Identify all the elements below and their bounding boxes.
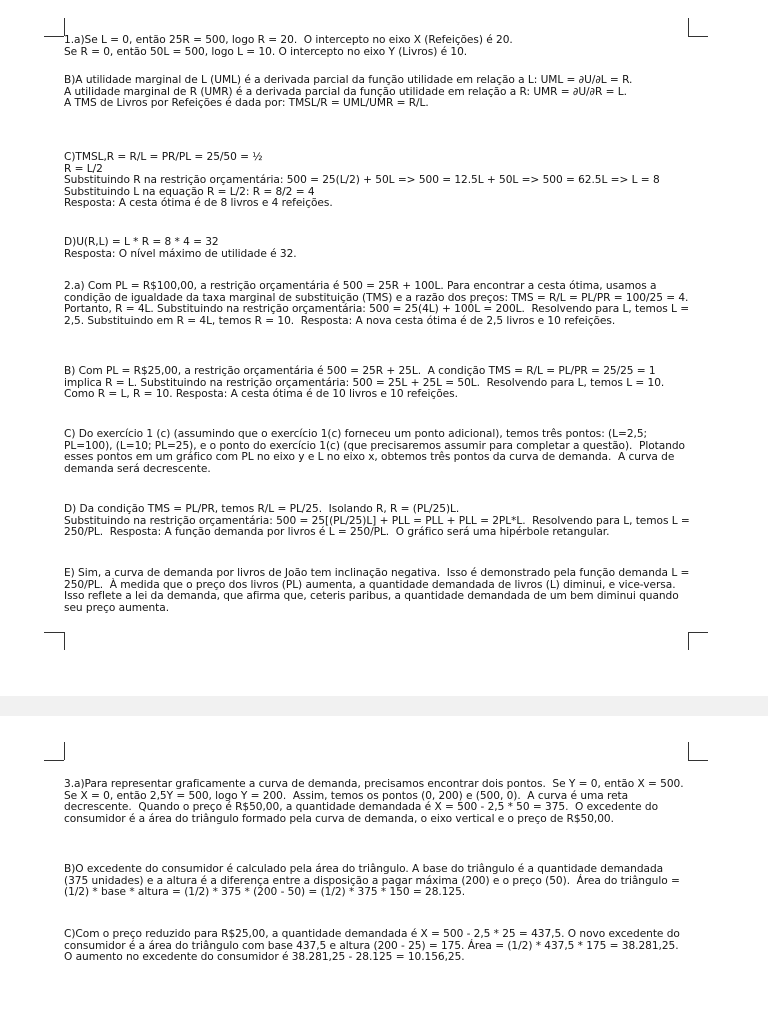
crop-mark-top-left xyxy=(44,760,64,761)
crop-mark-top-right xyxy=(688,18,689,36)
crop-mark-top-left xyxy=(64,742,65,760)
answer-1c: C)TMSL,R = R/L = PR/PL = 25/50 = ½ R = L/2 Substituindo R na restrição orçamentária: 500 = 25(L/2) + 50L => 500 = 12.5L + 50L => 500 = 62.5L => L = 8 Substituindo L na equação R = L/2: R = 8/2 = 4 Resposta: A cesta ótima é de 8 livros e 4 refeições. xyxy=(64,151,660,210)
answer-2b: B) Com PL = R$25,00, a restrição orçamentária é 500 = 25R + 25L. A condição TMS = R/L = PL/PR = 25/25 = 1 implica R = L. Substituindo na restrição orçamentária: 500 = 25L + 25L = 50L. Resolvendo para L, temos L = 10. Como R = L, R = 10. Resposta: A cesta ótima é de 10 livros e 10 refeições. xyxy=(64,365,671,401)
crop-mark-top-right xyxy=(688,742,689,760)
crop-mark-top-right xyxy=(688,36,708,37)
crop-mark-bottom-right xyxy=(688,632,689,650)
crop-mark-top-left xyxy=(44,36,64,37)
answer-3b: B)O excedente do consumidor é calculado pela área do triângulo. A base do triângulo é a quantidade demandada (375 unidades) e a altura é a diferença entre a disposição a pagar máxima (200) e o preço (50). Área do triângulo = (1/2) * base * altura = (1/2) * 375 * (200 - 50) = (1/2) * 375 * 150 = 28.125. xyxy=(64,863,684,899)
answer-3a: 3.a)Para representar graficamente a curva de demanda, precisamos encontrar dois pontos. Se Y = 0, então X = 500. Se X = 0, então 2,5Y = 500, logo Y = 200. Assim, temos os pontos (0, 200) e (500, 0). A curva é uma reta decrescente. Quando o preço é R$50,00, a quantidade demandada é X = 500 - 2,5 * 50 = 375. O excedente do consumidor é a área do triângulo formado pela curva de demanda, o eixo vertical e o preço de R$50,00. xyxy=(64,778,687,825)
answer-2d: D) Da condição TMS = PL/PR, temos R/L = PL/25. Isolando R, R = (PL/25)L. Substituindo na restrição orçamentária: 500 = 25[(PL/25)L] + PLL = PLL + PLL = 2PL*L. Resolvendo para L, temos L = 250/PL. Resposta: A função demanda por livros é L = 250/PL. O gráfico será uma hipérbole retangular. xyxy=(64,503,690,539)
crop-mark-bottom-right xyxy=(688,632,708,633)
answer-2c: C) Do exercício 1 (c) (assumindo que o exercício 1(c) forneceu um ponto adicional), temos três pontos: (L=2,5; PL=100), (L=10; PL=25), e o ponto do exercício 1(c) (que precisaremos assumir para completar a questão). Plotando esses pontos em um gráfico com PL no eixo y e L no eixo x, obtemos três pontos da curva de demanda. A curva de demanda será decrescente. xyxy=(64,428,689,475)
crop-mark-bottom-left xyxy=(44,632,64,633)
answer-1b: B)A utilidade marginal de L (UML) é a derivada parcial da função utilidade em relação a L: UML = ∂U/∂L = R. A utilidade marginal de R (UMR) é a derivada parcial da função utilidade em relação a R: UMR = ∂U/∂R = L. A TMS de Livros por Refeições é dada por: TMSL/R = UML/UMR = R/L. xyxy=(64,74,633,110)
answer-2a: 2.a) Com PL = R$100,00, a restrição orçamentária é 500 = 25R + 100L. Para encontrar a cesta ótima, usamos a condição de igualdade da taxa marginal de substituição (TMS) e a razão dos preços: TMS = R/L = PL/PR = 100/25 = 4. Portanto, R = 4L. Substituindo na restrição orçamentária: 500 = 25(4L) + 100L = 200L. Resolvendo para L, temos L = 2,5. Substituindo em R = 4L, temos R = 10. Resposta: A nova cesta ótima é de 2,5 livros e 10 refeições. xyxy=(64,280,696,327)
document-page-2 xyxy=(0,716,768,1024)
answer-1d: D)U(R,L) = L * R = 8 * 4 = 32 Resposta: O nível máximo de utilidade é 32. xyxy=(64,236,297,260)
crop-mark-top-right xyxy=(688,760,708,761)
crop-mark-bottom-left xyxy=(64,632,65,650)
answer-3c: C)Com o preço reduzido para R$25,00, a quantidade demandada é X = 500 - 2,5 * 25 = 437,5. O novo excedente do consumidor é a área do triângulo com base 437,5 e altura (200 - 25) = 175. Área = (1/2) * 437,5 * 175 = 38.281,25. O aumento no excedente do consumidor é 38.281,25 - 28.125 = 10.156,25. xyxy=(64,928,684,964)
answer-1a: 1.a)Se L = 0, então 25R = 500, logo R = 20. O intercepto no eixo X (Refeições) é 20. Se R = 0, então 50L = 500, logo L = 10. O intercepto no eixo Y (Livros) é 10. xyxy=(64,34,513,58)
answer-2e: E) Sim, a curva de demanda por livros de João tem inclinação negativa. Isso é demonstrado pela função demanda L = 250/PL. À medida que o preço dos livros (PL) aumenta, a quantidade demandada de livros (L) diminui, e vice-versa. Isso reflete a lei da demanda, que afirma que, ceteris paribus, a quantidade demandada de um bem diminui quando seu preço aumenta. xyxy=(64,567,693,614)
